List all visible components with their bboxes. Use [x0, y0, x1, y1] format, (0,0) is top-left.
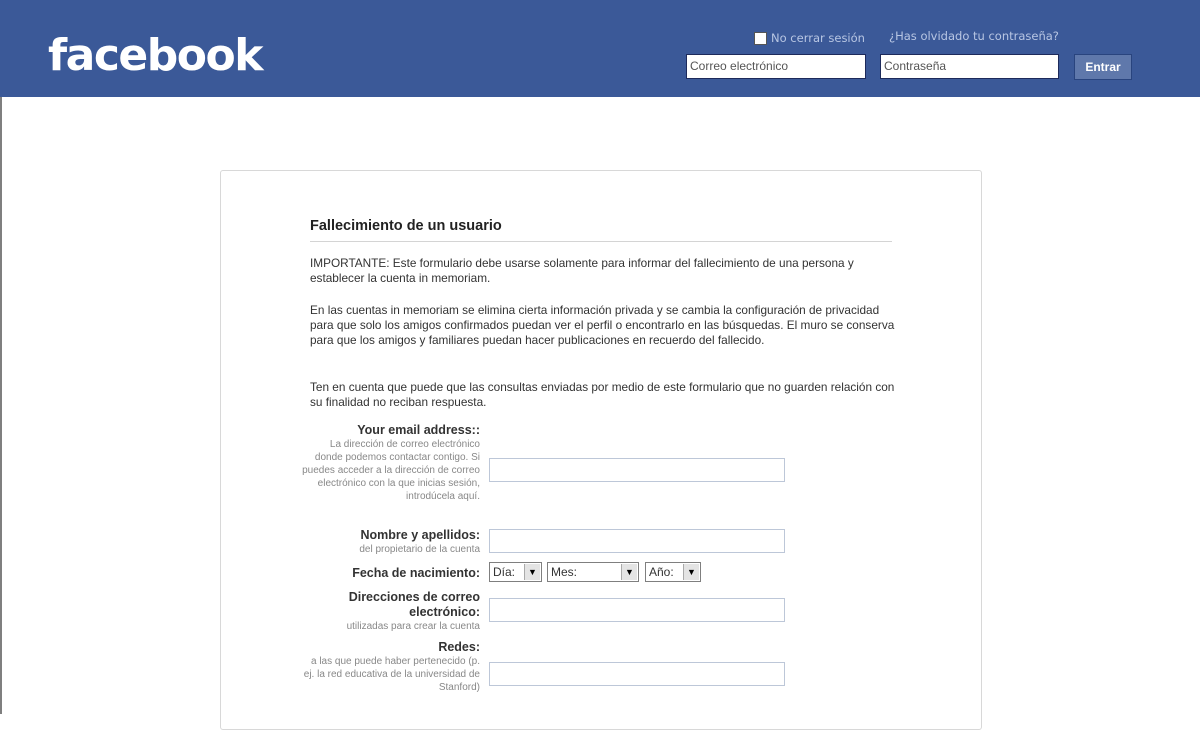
emails-hint: utilizadas para crear la cuenta: [346, 621, 480, 632]
email-hint: La dirección de correo electrónico donde podemos contactar contigo. Si puedes acceder a la dirección de correo electrónico con la que inicias sesión, introdúcela aquí.: [302, 439, 480, 502]
window-edge: [0, 96, 2, 714]
chevron-down-icon[interactable]: ▼: [524, 564, 540, 580]
remember-label[interactable]: No cerrar sesión: [771, 31, 865, 45]
forgot-password-link[interactable]: ¿Has olvidado tu contraseña?: [889, 29, 1059, 43]
email-label: Your email address::: [357, 423, 480, 437]
memorial-info: En las cuentas in memoriam se elimina cierta información privada y se cambia la configuración de privacidad para que solo los amigos confirmados puedan ver el perfil o encontrarlo en las búsquedas. El muro se conserva para que los amigos y familiares puedan hacer publicaciones en recuerdo del fallecido.: [310, 303, 895, 347]
day-select-value: Día:: [493, 565, 516, 579]
month-select-value: Mes:: [551, 565, 578, 579]
networks-hint: a las que puede haber pertenecido (p. ej. la red educativa de la universidad de Stanford): [303, 656, 480, 693]
name-label-block: [300, 528, 480, 556]
login-email-input[interactable]: Correo electrónico: [686, 54, 866, 79]
facebook-logo[interactable]: facebook: [48, 30, 262, 81]
birthdate-label-block: [300, 566, 480, 581]
account-emails-field[interactable]: [489, 598, 785, 622]
response-notice: Ten en cuenta que puede que las consultas enviadas por medio de este formulario que no guarden relación con su finalidad no reciban respuesta.: [310, 380, 895, 409]
contact-email-field[interactable]: [489, 458, 785, 482]
full-name-field[interactable]: [489, 529, 785, 553]
top-bar: [0, 0, 1200, 97]
networks-label-block: [300, 640, 480, 694]
year-select[interactable]: [645, 562, 701, 582]
networks-label: Redes:: [438, 640, 480, 654]
page-title: Fallecimiento de un usuario: [310, 218, 502, 234]
name-hint: del propietario de la cuenta: [359, 544, 480, 555]
login-password-input[interactable]: Contraseña: [880, 54, 1059, 79]
month-select[interactable]: [547, 562, 639, 582]
login-button[interactable]: Entrar: [1074, 54, 1132, 80]
title-divider: [310, 241, 892, 242]
year-select-value: Año:: [649, 565, 674, 579]
networks-field[interactable]: [489, 662, 785, 686]
name-label: Nombre y apellidos:: [360, 528, 480, 542]
emails-label-block: [300, 590, 480, 633]
important-notice: IMPORTANTE: Este formulario debe usarse solamente para informar del fallecimiento de una persona y establecer la cuenta in memoriam.: [310, 256, 854, 285]
remember-me[interactable]: [754, 30, 865, 46]
emails-label: Direcciones de correo electrónico:: [348, 590, 480, 619]
remember-checkbox[interactable]: [754, 32, 767, 45]
email-label-block: [300, 423, 480, 503]
day-select[interactable]: [489, 562, 542, 582]
birthdate-label: Fecha de nacimiento:: [352, 566, 480, 580]
chevron-down-icon[interactable]: ▼: [621, 564, 637, 580]
chevron-down-icon[interactable]: ▼: [683, 564, 699, 580]
